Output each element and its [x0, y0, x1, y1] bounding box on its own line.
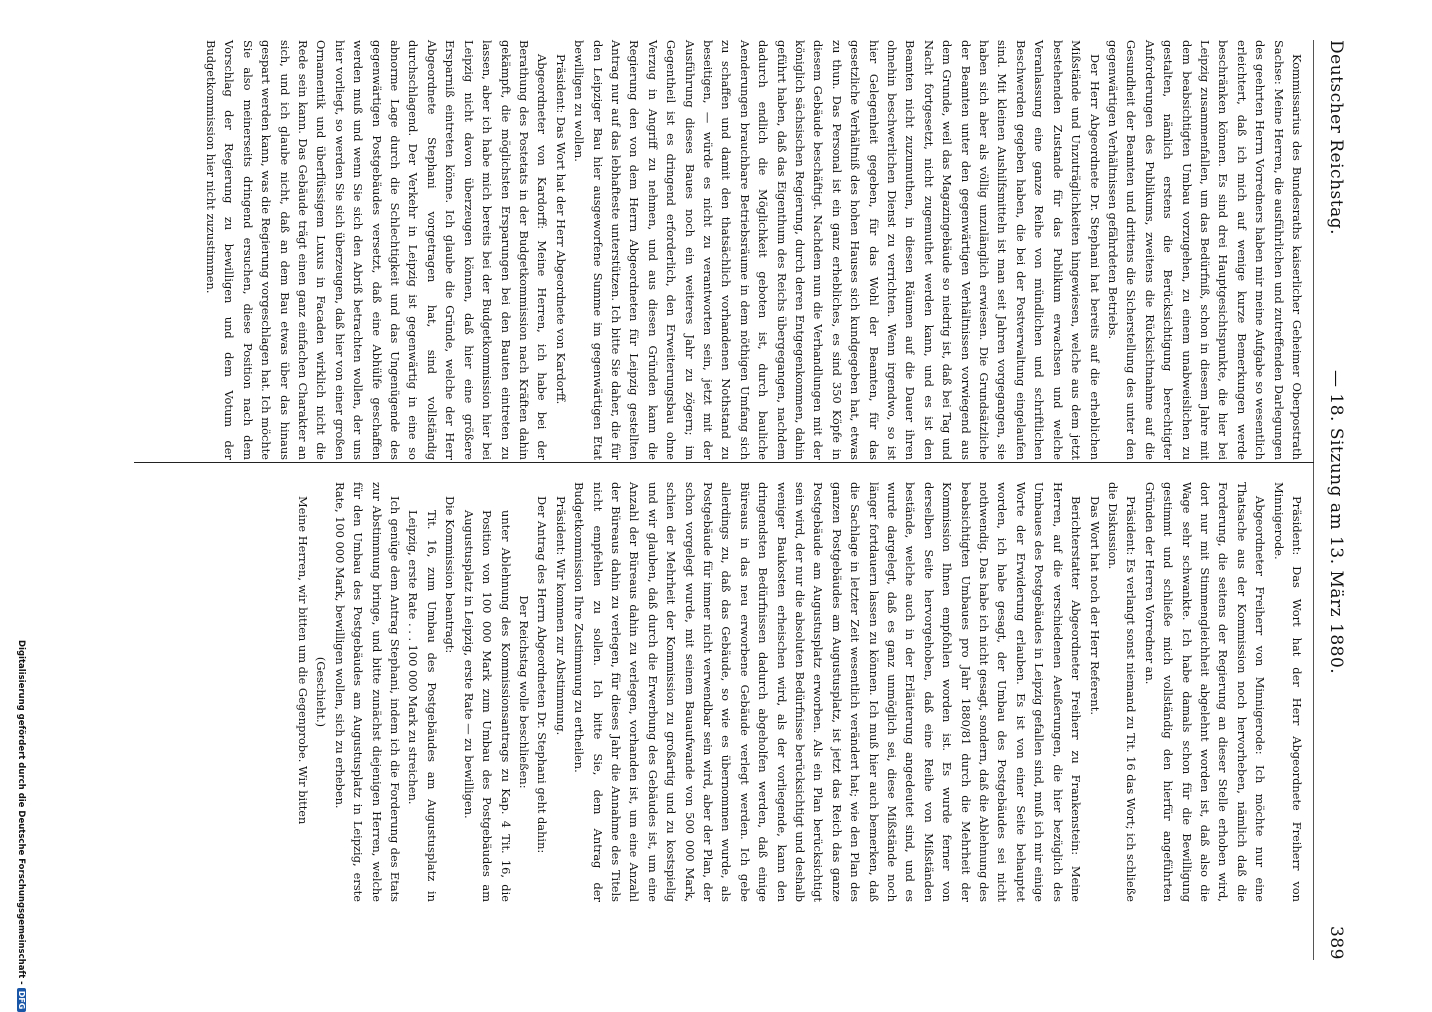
paragraph: Abgeordneter von Kardorff: Meine Herren, ich habe bei der Berathung des Postetats in der Budgetkommission nach Kräften dahin gekämpft, die möglichsten Ersparungen bei den Bauten eintreten zu lassen, aber ich habe mich bereits bei der Budgetkommission hier bei Leipzig nicht davon überzeugen können, daß hier eine größere Ersparniß eintreten könne. Ich glaube die Gründe, welche der Herr Abgeordnete Stephani vorgetragen hat, sind vollständig durchschlagend. Der Verkehr in Leipzig ist gegenwärtig in eine so abnorme Lage durch die Schlechtigkeit und das Ungenügende des gegenwärtigen Postgebäudes versetzt, daß eine Abhülfe geschaffen werden muß und wenn Sie sich den Abriß betrachten wollen, der uns hier vorliegt, so werden Sie sich überzeugen, daß hier von einer großen Ornamentik und überflüssigem Luxus in Facaden wirklich nicht die Rede sein kann. Das Gebäude trägt einen ganz einfachen Charakter an sich, und ich glaube nicht, daß an dem Bau etwas über das hinaus gespart werden kann, was die Regierung vorgeschlagen hat. Ich möchte Sie also meinerseits dringend ersuchen, diese Position nach dem Vorschlag der Regierung zu bewilligen und dem Votum der Budgetkommission hier nicht zuzustimmen. [204, 40, 550, 460]
paragraph: Präsident: Es verlangt sonst niemand zu Tit. 16 das Wort; ich schließe die Diskussion. [1105, 482, 1139, 902]
page-number: 389 [1326, 926, 1346, 960]
motion-text: unter Ablehnung des Kommissionsantrags zu Kap. 4 Tit. 16, die Position von 100 000 Mark zum Umbau des Postgebäudes am Augustusplatz in Leipzig, erste Rate — zu bewilligen. [461, 510, 513, 902]
column-divider [134, 462, 1314, 463]
paragraph: Der Herr Abgeordnete Dr. Stephani hat bereits auf die erheblichen Mißstände und Unzuträglichkeiten hingewiesen, welche aus dem jetzt bestehenden Zustande für das Publikum erwachsen und welche Veranlassung eine ganze Reihe von mündlichen und schriftlichen Beschwerden gegeben haben, die bei der Postverwaltung eingelaufen sind. Mit kleinen Aushilfsmitteln ist man seit Jahren vorgegangen, sie haben sich aber als völlig unzulänglich erwiesen. Die Grundsätzliche der Beamten unter den gegenwärtigen Verhältnissen vorwiegend aus dem Grunde, weil das Magazingebäude so niedrig ist, daß bei Tag und Nacht fortgesetzt, nicht zugemuthet werden kann, und es ist den Beamten nicht zuzumuthen, in diesen Räumen auf die Dauer ihren ohnehin beschwerlichen Dienst zu verrichten. Wenn irgendwo, so ist hier Gelegenheit gegeben, für das Wohl der Beamten, für das gesetzliche Verhältniß des hohen Hauses sich kundgegeben hat, etwas zu thun. Das Personal ist ein ganz erhebliches, es sind 350 Köpfe in diesem Gebäude beschäftigt. Nachdem nun die Verhandlungen mit der königlich sächsischen Regierung, durch deren Entgegenkommen, dahin geführt haben, daß das Eigenthum des Reichs übergegangen, nachdem dadurch endlich die Möglichkeit geboten ist, durch bauliche Aenderungen brauchbare Betriebsräume in dem nöthigen Umfang sich zu schaffen und damit den thatsächlich vorhandenen Nothstand zu beseitigen, — würde es nicht zu verantworten sein, jetzt mit der Ausführung dieses Baues noch ein weiteres Jahr zu zögern; im Gegentheil ist es dringend erforderlich, den Erweiterungsbau ohne Verzug in Angriff zu nehmen, und aus diesen Gründen kann die Regierung den von dem Herrn Abgeordneten für Leipzig gestellten Antrag nur auf das lebhafteste unterstützen. Ich bitte Sie daher, die für den Leipziger Bau hier ausgeworfene Summe im gegenwärtigen Etat bewilligen zu wollen. [572, 40, 1102, 460]
paragraph: Meine Herren, wir bitten um die Gegenprobe. Wir bitten [296, 496, 311, 825]
right-column [294, 482, 1306, 902]
header-rule [1313, 40, 1314, 960]
credit-text: Digitalisierung gefördert durch die Deutsche Forschungsgemeinschaft - [16, 640, 26, 985]
paragraph: Die Kommission beantragt: [443, 496, 458, 654]
motion-text: Tit. 16, zum Umbau des Postgebäudes am Augustusplatz in Leipzig, erste Rate . . . 100 000 Mark zu streichen. [406, 510, 439, 902]
paragraph: Das Wort hat noch der Herr Referent. [1087, 496, 1102, 715]
paragraph: Präsident: Das Wort hat der Herr Abgeordnete Freiherr von Minnigerode. [1271, 482, 1304, 902]
digitization-credit [16, 640, 26, 1010]
paragraph: Der Antrag des Herrn Abgeordneten Dr. Stephani geht dahin: [535, 496, 550, 854]
page-header [1316, 40, 1346, 960]
paragraph: Präsident: Wir kommen zur Abstimmung. [553, 496, 568, 736]
paragraph: Ich genüge dem Antrag Stephani, indem ich die Forderung des Etats zur Abstimmung bringe, und bitte zunächst diejenigen Herren, welche für den Umbau des Postgebäudes am Augustusplatz in Leipzig, erste Rate, 100 000 Mark, bewilligen wollen, sich zu erheben. [332, 482, 403, 902]
paragraph: Abgeordneter Freiherr von Minnigerode: Ich möchte nur eine Thatsache aus der Kommission noch hervorheben, nämlich daß die Forderung, die seitens der Regierung an dieser Stelle erhoben wird, dort nur mit Stimmengleichheit abgelehnt worden ist, daß also die Wage sehr schwankte. Ich habe damals schon für die Bewilligung gestimmt und schließe mich vollständig den hierfür angeführten Gründen der Herren Vorredner an. [1142, 482, 1268, 902]
paragraph: Berichterstatter Abgeordneter Freiherr zu Frankenstein: Meine Herren, auf die verschiedenen Aeußerungen, die hier bezüglich des Umbaues des Postgebäudes in Leipzig gefallen sind, muß ich mir einige Worte der Erwiderung erlauben. Es ist von einer Seite behauptet worden, ich habe gesagt, der Umbau des Postgebäudes sei nicht nothwendig. Das habe ich nicht gesagt, sondern, daß die Ablehnung des beabsichtigten Umbaues pro Jahr 1880/81 durch die Mehrheit der Kommission Ihnen empfohlen worden ist. Es wurde ferner von derselben Seite hervorgehoben, daß eine Reihe von Mißständen bestände, welche auch in der Erläuterung angedeutet sind, und es wurde dargelegt, daß es ganz unmöglich sei, diese Mißstände noch länger fortdauern lassen zu können. Ich muß hier auch bemerken, daß die Sachlage in letzter Zeit wesentlich verändert hat; wie den Plan des ganzen Postgebäudes am Augustusplatz, ist jetzt das Reich das ganze Postgebäude am Augustusplatz erworben. Als ein Plan berücksichtigt sein wird, der nur die absoluten Bedürfnisse berücksichtigt und deshalb weniger Baukosten erheischen wird, als der vorliegende, kann den dringendsten Bedürfnissen dadurch abgeholfen werden, daß einige Büreaus in das neu erworbene Gebäude verlegt werden. Ich gebe allerdings zu, daß das Gebäude, so wie es übernommen wurde, als Postgebäude für immer nicht verwendbar sein wird, aber der Plan, der schon vorgelegt wurde, mit seinem Bauaufwande von 500 000 Mark, schien der Mehrheit der Kommission zu großartig und zu kostspielig und wir glauben, daß durch die Erwerbung des Gebäudes ist, um eine Anzahl der Büreaus dahin zu verlegen, vorhanden ist, um eine Anzahl der Büreaus dahin zu verlegen, für dieses Jahr die Annahme des Titels nicht empfehlen zu sollen. Ich bitte Sie, dem Antrag der Budgetkommission Ihre Zustimmung zu ertheilen. [572, 482, 1084, 902]
paragraph: Kommissarius des Bundesraths kaiserlicher Geheimer Oberpostrath Sachse: Meine Herren, die ausführlichen und zutreffenden Darlegungen des geehrten Herrn Vorredners haben mir meine Aufgabe so wesentlich erleichtert, daß ich mich auf wenige kurze Bemerkungen werde beschränken können. Es sind drei Hauptgesichtspunkte, die hier bei Leipzig zusammenfallen, um das Bedürfniß, schon in diesem Jahre mit dem beabsichtigten Umbau vorzugehen, zu einem unabweislichen zu gestalten, nämlich erstens die Berücksichtigung berechtigter Anforderungen des Publikums, zweitens die Rücksichtnahme auf die Gesundheit der Beamten und drittens die Sicherstellung des unter den gegenwärtigen Verhältnissen gefährdeten Betriebs. [1105, 40, 1304, 460]
dfg-logo: DFG [17, 988, 26, 1012]
left-column [202, 40, 1306, 460]
stage-direction: (Geschieht.) [314, 656, 329, 728]
paragraph: Präsident: Das Wort hat der Herr Abgeordnete von Kardorff. [553, 54, 568, 405]
header-publication: Deutscher Reichstag. [1326, 40, 1346, 235]
header-session: — 18. Sitzung am 13. März 1880. [1326, 370, 1346, 675]
paragraph: Der Reichstag wolle beschließen: [516, 595, 531, 789]
